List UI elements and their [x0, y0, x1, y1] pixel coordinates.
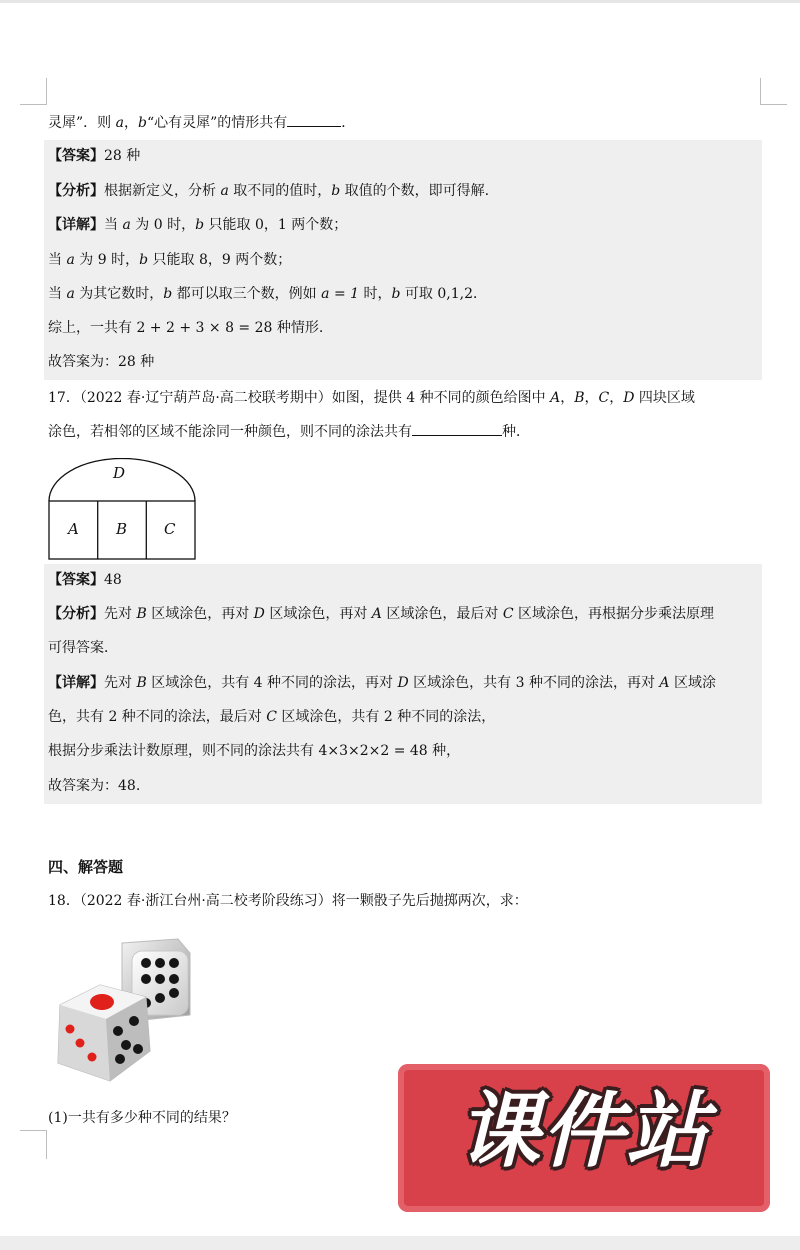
q18-stem: 18．（2022 春·浙江台州·高二校考阶段练习）将一颗骰子先后抛掷两次，求： [48, 893, 528, 909]
answer-tag: 【答案】 [48, 148, 104, 164]
analysis-text: 可得答案． [48, 640, 118, 656]
math-var: b [391, 286, 401, 302]
q17-stem-line-2 [48, 421, 530, 442]
detail-text: 可取 0,1,2． [400, 286, 487, 302]
math-var: A [659, 675, 670, 691]
dice-illustration [50, 935, 200, 1085]
detail-text: 都可以取三个数，例如 [172, 286, 322, 302]
math-var: a [66, 286, 75, 302]
region-label-d: D [113, 464, 126, 482]
math-var: D [397, 675, 409, 691]
q17-region-figure [48, 458, 198, 566]
detail-tag: 【详解】 [48, 217, 104, 233]
dice-icon [50, 935, 200, 1085]
q16-answer [48, 146, 140, 166]
detail-text: 区域涂 [669, 675, 716, 691]
q18-part-1: (1)一共有多少种不同的结果？ [48, 1110, 236, 1126]
analysis-text: 取不同的值时， [228, 183, 332, 199]
q16-detail-1 [48, 215, 347, 235]
math-expression: a = 1 [321, 286, 360, 302]
answer-value: 28 种 [104, 148, 141, 164]
detail-text: 区域涂色，共有 3 种不同的涂法，再对 [408, 675, 660, 691]
q17-detail-2 [48, 707, 495, 727]
q16-tail-text: ． [341, 115, 356, 131]
math-expression: 2 + 2 + 3 × 8 = 28 [136, 320, 273, 336]
final-answer-text: 故答案为：48. [48, 778, 141, 794]
q17-analysis-1 [48, 604, 714, 624]
analysis-tag: 【分析】 [48, 183, 104, 199]
detail-text: 为 0 时， [130, 217, 196, 233]
math-var: A [371, 606, 382, 622]
detail-text: 只能取 0，1 两个数； [204, 217, 348, 233]
region-label-c: C [164, 520, 176, 538]
math-expression: 4×3×2×2 = 48 [318, 743, 428, 759]
region-label-b: B [116, 520, 128, 538]
page-top-edge [0, 0, 800, 3]
analysis-text: 区域涂色，再对 [264, 606, 372, 622]
summary-text: 种情形. [272, 320, 324, 336]
analysis-tag: 【分析】 [48, 606, 104, 622]
section-heading: 四、解答题 [48, 858, 124, 876]
math-var: D [623, 390, 635, 406]
q17-stem-text: ， [560, 390, 575, 406]
analysis-text: 取值的个数，即可得解. [340, 183, 490, 199]
math-var: b [195, 217, 205, 233]
page-corner-mark-top-left [20, 78, 47, 105]
q17-stem-text: ， [609, 390, 624, 406]
detail-text: 种， [427, 743, 461, 759]
analysis-text: 区域涂色，最后对 [381, 606, 503, 622]
math-var: a [220, 183, 229, 199]
answer-tag: 【答案】 [48, 572, 104, 588]
detail-text: 为其它数时， [74, 286, 164, 302]
watermark-text: 课件站 [458, 1084, 710, 1179]
detail-text: 当 [48, 252, 67, 268]
q17-stem-text: 四块区域 [634, 390, 695, 406]
q16-tail-line [48, 112, 355, 133]
analysis-text: 区域涂色，再对 [146, 606, 254, 622]
detail-text: 只能取 8，9 两个数； [148, 252, 292, 268]
detail-text: 区域涂色，共有 4 种不同的涂法，再对 [146, 675, 398, 691]
analysis-text: 根据新定义，分析 [104, 183, 221, 199]
math-var: b [331, 183, 341, 199]
math-var: a [66, 252, 75, 268]
q17-detail-3 [48, 741, 460, 761]
math-var: a [115, 115, 124, 131]
page-corner-mark-top-right [760, 78, 787, 105]
q16-tail-text: ， [123, 115, 138, 131]
detail-text: 当 [104, 217, 123, 233]
math-var: C [266, 709, 277, 725]
math-var: B [574, 390, 585, 406]
q16-summary [48, 318, 323, 338]
detail-tag: 【详解】 [48, 675, 104, 691]
math-var: a [122, 217, 131, 233]
q16-detail-2 [48, 250, 291, 270]
summary-text: 综上，一共有 [48, 320, 137, 336]
math-var: B [136, 606, 147, 622]
answer-value: 48 [104, 572, 122, 588]
region-label-a: A [68, 520, 79, 538]
q16-analysis [48, 181, 489, 201]
q17-stem-line-1 [48, 388, 695, 408]
q17-detail-1 [48, 673, 716, 693]
q17-stem-text: 17．（2022 春·辽宁葫芦岛·高二校联考期中）如图，提供 4 种不同的颜色给图中 [48, 390, 551, 406]
q17-answer [48, 570, 122, 590]
detail-text: 当 [48, 286, 67, 302]
math-var: A [550, 390, 561, 406]
math-var: D [253, 606, 265, 622]
detail-text: 为 9 时， [74, 252, 140, 268]
page-bottom-edge [0, 1236, 800, 1250]
detail-text: 根据分步乘法计数原理，则不同的涂法共有 [48, 743, 319, 759]
math-var: C [598, 390, 610, 406]
q16-tail-text: 灵犀”．则 [48, 115, 116, 131]
math-var: b [137, 115, 147, 131]
analysis-text: 区域涂色，再根据分步乘法原理 [513, 606, 714, 622]
analysis-text: 先对 [104, 606, 137, 622]
detail-text: 先对 [104, 675, 137, 691]
math-var: C [502, 606, 514, 622]
math-var: b [139, 252, 149, 268]
detail-text: 色，共有 2 种不同的涂法，最后对 [48, 709, 267, 725]
answer-blank [287, 112, 341, 127]
math-var: b [163, 286, 173, 302]
math-var: B [136, 675, 147, 691]
front-die [58, 985, 150, 1081]
q17-final-answer [48, 776, 140, 796]
q17-stem-text: 种． [502, 424, 530, 440]
q17-stem-text: 涂色，若相邻的区域不能涂同一种颜色，则不同的涂法共有 [48, 424, 412, 440]
watermark-stamp [398, 1064, 770, 1212]
q16-final-answer [48, 352, 154, 372]
detail-text: 时， [359, 286, 392, 302]
q17-analysis-2 [48, 638, 118, 658]
q17-stem-text: ， [584, 390, 599, 406]
answer-blank [412, 421, 502, 436]
q16-tail-text: “心有灵犀”的情形共有 [146, 115, 288, 131]
detail-text: 区域涂色，共有 2 种不同的涂法， [276, 709, 496, 725]
final-answer-text: 故答案为：28 种 [48, 354, 155, 370]
q16-detail-3 [48, 284, 487, 304]
page-corner-mark-bottom-left [20, 1130, 47, 1159]
